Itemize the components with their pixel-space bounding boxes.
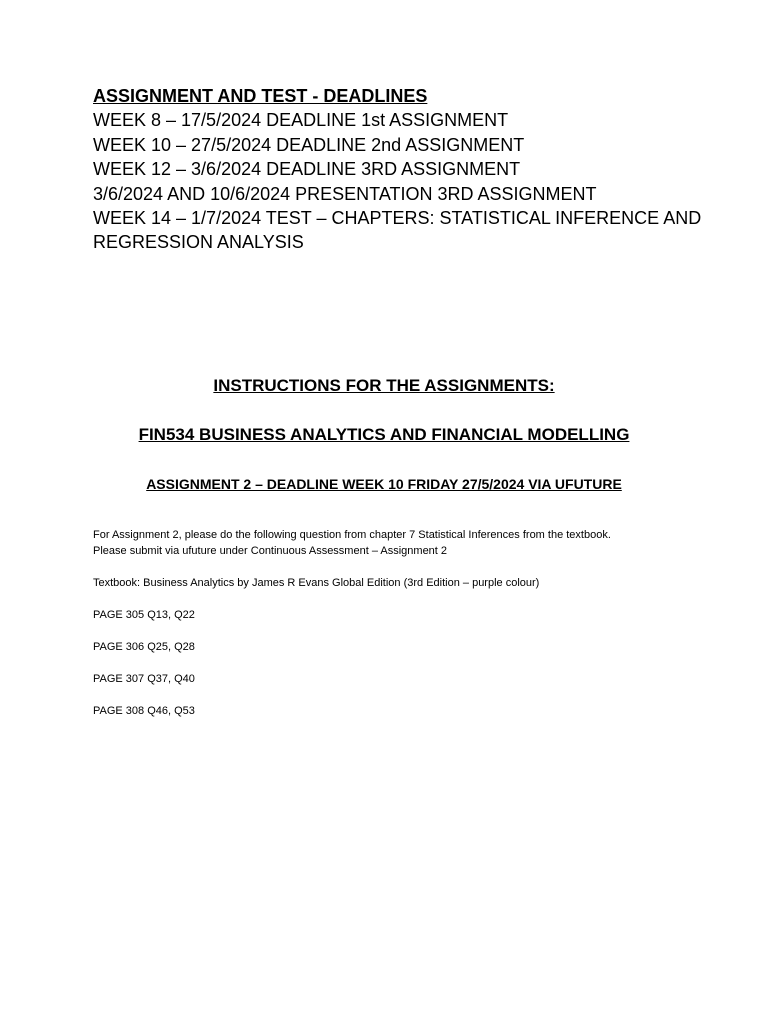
deadlines-section: [93, 84, 703, 255]
deadline-line: WEEK 12 – 3/6/2024 DEADLINE 3RD ASSIGNMENT: [93, 159, 521, 180]
assignment-intro: [93, 527, 693, 559]
deadline-line: WEEK 14 – 1/7/2024 TEST – CHAPTERS: STATISTICAL INFERENCE AND REGRESSION ANALYSIS: [93, 208, 702, 253]
intro-line: Please submit via ufuture under Continuous Assessment – Assignment 2: [93, 545, 448, 557]
textbook-reference: Textbook: Business Analytics by James R Evans Global Edition (3rd Edition – purple colour): [93, 577, 540, 589]
course-title: FIN534 BUSINESS ANALYTICS AND FINANCIAL MODELLING: [138, 425, 630, 444]
deadline-line: 3/6/2024 AND 10/6/2024 PRESENTATION 3RD ASSIGNMENT: [93, 183, 597, 204]
deadlines-heading: ASSIGNMENT AND TEST - DEADLINES: [93, 86, 428, 106]
assignment-title: ASSIGNMENT 2 – DEADLINE WEEK 10 FRIDAY 27/5/2024 VIA UFUTURE: [146, 476, 622, 492]
question-item: PAGE 306 Q25, Q28: [93, 641, 195, 653]
question-item: PAGE 307 Q37, Q40: [93, 673, 195, 685]
deadline-line: WEEK 10 – 27/5/2024 DEADLINE 2nd ASSIGNMENT: [93, 134, 525, 155]
question-item: PAGE 305 Q13, Q22: [93, 609, 195, 621]
deadline-line: WEEK 8 – 17/5/2024 DEADLINE 1st ASSIGNMENT: [93, 110, 509, 131]
question-item: PAGE 308 Q46, Q53: [93, 705, 195, 717]
intro-line: For Assignment 2, please do the following question from chapter 7 Statistical Inferences from the textbook.: [93, 529, 611, 541]
instructions-title: INSTRUCTIONS FOR THE ASSIGNMENTS:: [213, 376, 555, 395]
